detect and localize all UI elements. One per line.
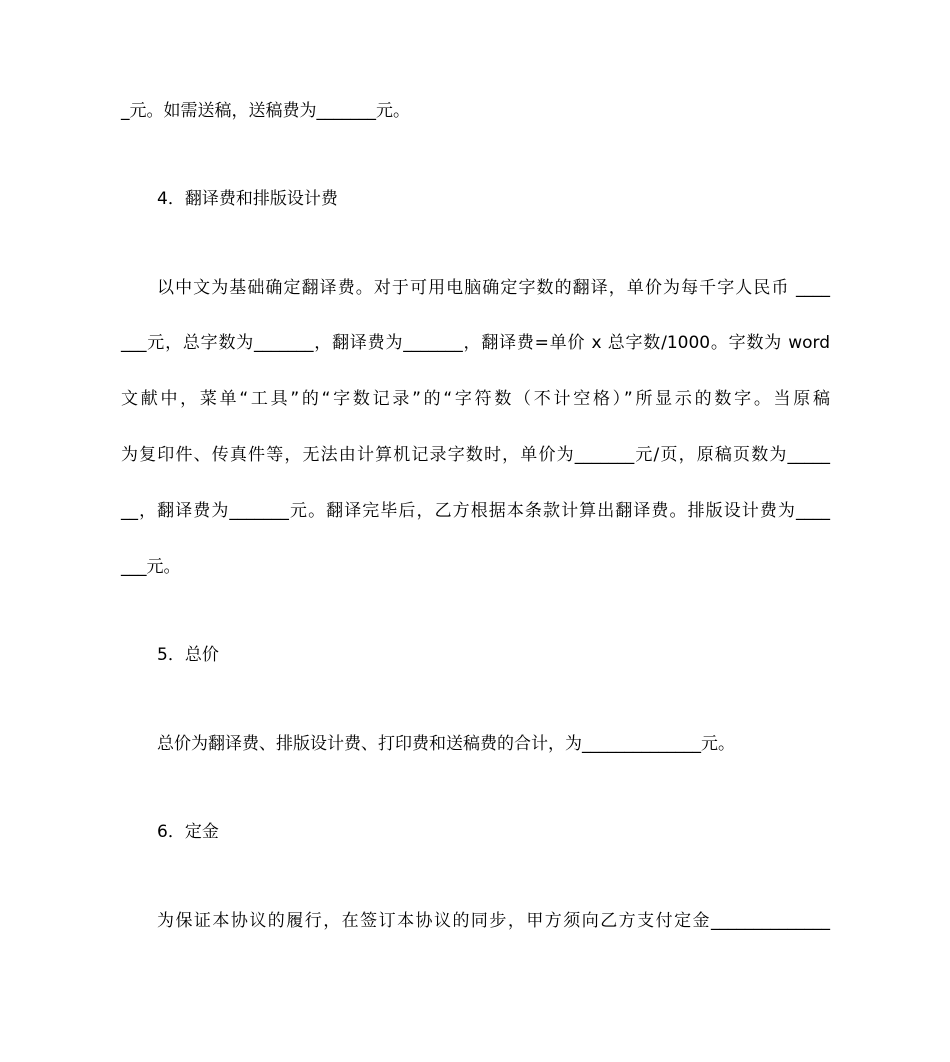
paragraph-line: 文献中，菜单“工具”的“字数记录”的“字符数（不计空格）”所显示的数字。当原稿	[121, 389, 830, 409]
paragraph-line: ___元。	[121, 557, 181, 577]
paragraph-line: __，翻译费为_______元。翻译完毕后，乙方根据本条款计算出翻译费。排版设计费为____	[121, 501, 830, 521]
paragraph-line: 为保证本协议的履行，在签订本协议的同步，甲方须向乙方支付定金______________	[157, 911, 830, 931]
section-heading: 6．定金	[157, 822, 219, 842]
paragraph-line: 为复印件、传真件等，无法由计算机记录字数时，单价为_______元/页，原稿页数为_____	[121, 445, 830, 465]
paragraph-line: ___元，总字数为_______，翻译费为_______，翻译费=单价 x 总字数/1000。字数为 word	[121, 333, 830, 353]
paragraph-line: _元。如需送稿，送稿费为_______元。	[121, 101, 410, 121]
section-heading: 5．总价	[157, 645, 219, 665]
section-heading: 4．翻译费和排版设计费	[157, 189, 338, 209]
paragraph-line: 以中文为基础确定翻译费。对于可用电脑确定字数的翻译，单价为每千字人民币 ____	[157, 278, 830, 298]
paragraph-line: 总价为翻译费、排版设计费、打印费和送稿费的合计，为______________元。	[157, 734, 735, 754]
